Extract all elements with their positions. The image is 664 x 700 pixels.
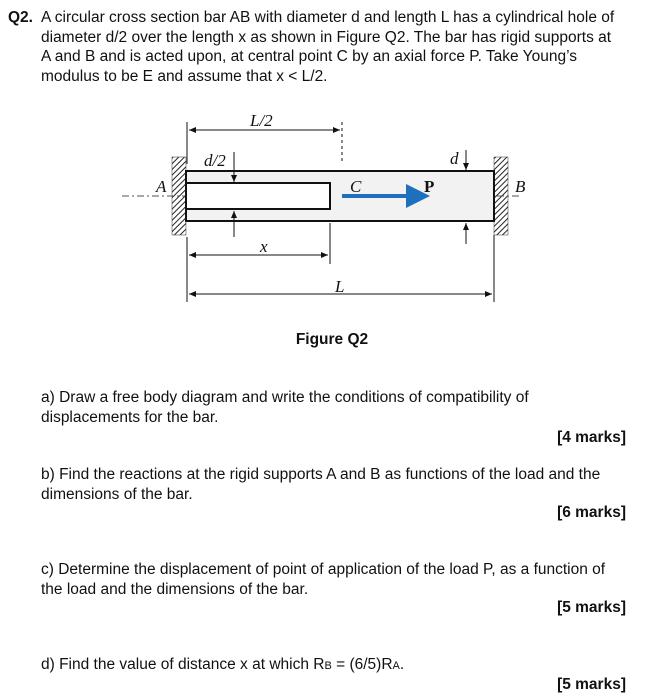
part-d-text bbox=[41, 655, 651, 677]
label-half-length: L/2 bbox=[250, 112, 273, 130]
question-number: Q2. bbox=[8, 9, 33, 26]
part-line: the load and the dimensions of the bar. bbox=[41, 580, 309, 598]
part-d-marks: [5 marks] bbox=[557, 676, 626, 693]
part-b-text bbox=[41, 465, 651, 504]
bar-hole bbox=[186, 183, 330, 209]
label-center: C bbox=[350, 177, 362, 196]
part-d-sub-b: B bbox=[324, 660, 332, 672]
part-line: c) Determine the displacement of point of application of the load P, as a function of bbox=[41, 561, 606, 578]
part-d-sub-a: A bbox=[392, 660, 400, 672]
label-force: P bbox=[424, 177, 435, 196]
part-b-marks: [6 marks] bbox=[557, 504, 626, 521]
part-line: a) Draw a free body diagram and write the conditions of compatibility of bbox=[41, 389, 529, 406]
part-c-text bbox=[41, 560, 651, 599]
question-line: modulus to be E and assume that x < L/2. bbox=[41, 67, 328, 85]
label-length: L bbox=[335, 277, 345, 296]
part-c-marks: [5 marks] bbox=[557, 599, 626, 616]
label-hole-diameter: d/2 bbox=[204, 151, 226, 170]
figure-q2-diagram bbox=[110, 112, 560, 312]
question-text bbox=[41, 8, 653, 86]
part-d-text-1: d) Find the value of distance x at which R bbox=[41, 656, 325, 673]
part-line: displacements for the bar. bbox=[41, 408, 219, 426]
part-line: dimensions of the bar. bbox=[41, 485, 193, 503]
question-line: A and B and is acted upon, at central point C by an axial force P. Take Young’s bbox=[41, 48, 577, 65]
part-line: b) Find the reactions at the rigid supports A and B as functions of the load and the bbox=[41, 466, 601, 483]
question-line: diameter d/2 over the length x as shown in Figure Q2. The bar has rigid supports at bbox=[41, 28, 612, 46]
label-support-a: A bbox=[156, 177, 167, 196]
part-d-text-2: = (6/5)R bbox=[331, 656, 393, 673]
label-diameter: d bbox=[450, 149, 459, 168]
part-a-marks: [4 marks] bbox=[557, 429, 626, 446]
figure-caption: Figure Q2 bbox=[295, 331, 369, 348]
question-line: A circular cross section bar AB with diameter d and length L has a cylindrical hole of bbox=[41, 9, 615, 26]
label-hole-length: x bbox=[260, 237, 268, 256]
part-a-text bbox=[41, 388, 651, 427]
label-support-b: B bbox=[515, 177, 526, 196]
part-d-text-3: . bbox=[399, 656, 405, 673]
